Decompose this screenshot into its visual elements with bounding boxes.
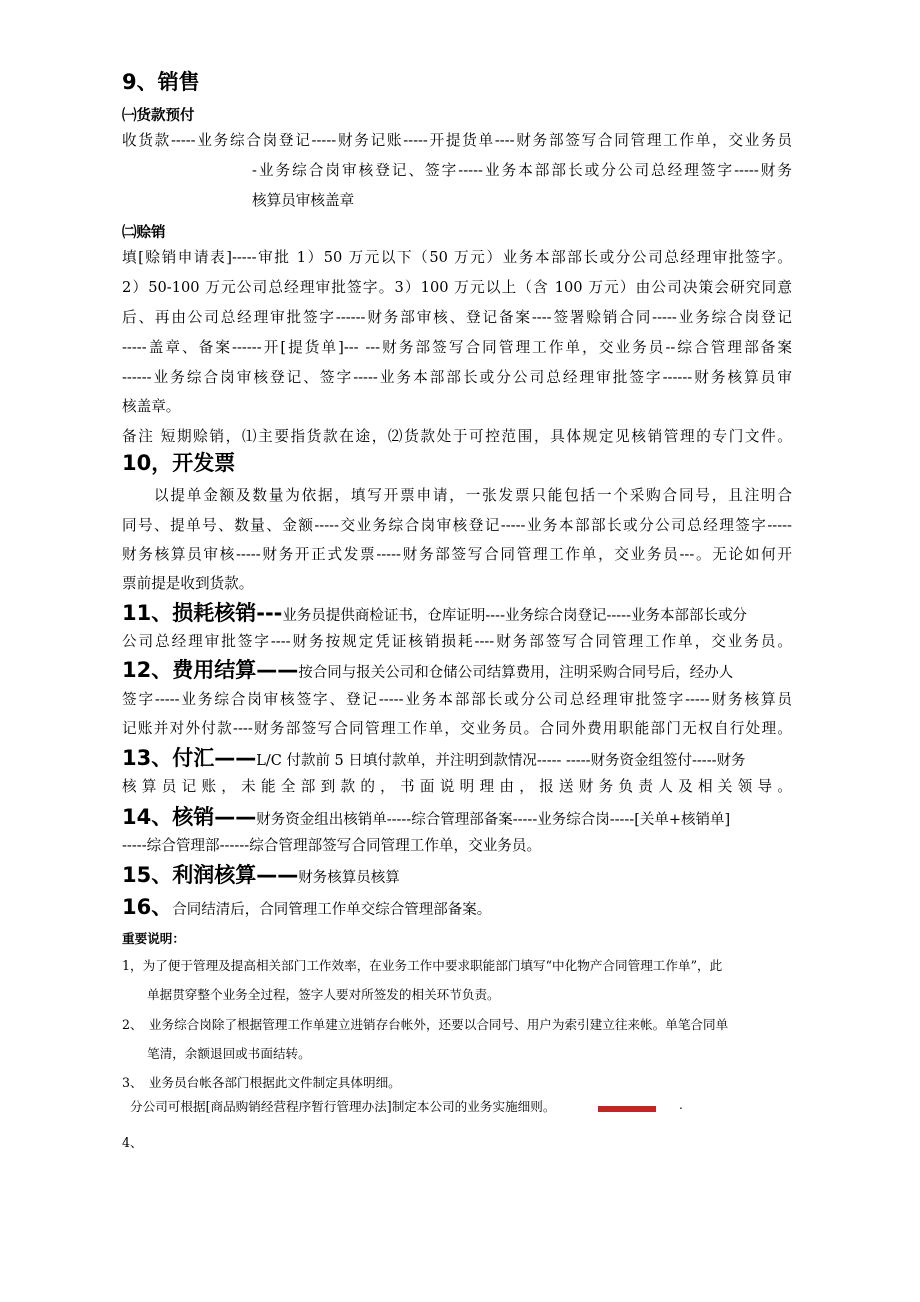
writeoff-line-2: -----综合管理部------综合管理部签写合同管理工作单，交业务员。: [122, 837, 542, 854]
invoice-line-3: 财务核算员审核-----财务开正式发票-----财务部签写合同管理工作单，交业务员---。无论如何开: [122, 546, 792, 563]
note-2-line-1: 2、 业务综合岗除了根据管理工作单建立进销存台帐外，还要以合同号、用户为索引建立往来帐。单笔合同单: [122, 1017, 729, 1032]
section-13-heading: [122, 744, 746, 775]
section-14-heading: [122, 803, 730, 834]
prepayment-line-3: 核算员审核盖章: [252, 192, 355, 209]
section-15-text: 财务核算员核算: [298, 870, 400, 886]
invoice-line-2: 同号、提单号、数量、金额-----交业务综合岗审核登记-----业务本部部长或分公司总经理签字-----: [122, 517, 792, 534]
section-13-text: L/C 付款前 5 日填付款单，并注明到款情况----- -----财务资金组签付-----财务: [256, 753, 746, 769]
note-3-branch: 分公司可根据[商品购销经营程序暂行管理办法]制定本公司的业务实施细则。: [130, 1099, 556, 1114]
red-highlight-bar: [598, 1106, 656, 1112]
subsection-credit-sale: ㈡赊销: [122, 225, 166, 241]
credit-line-5: ------业务综合岗审核登记、签字-----业务本部部长或分公司总经理审批签字------财务核算员审: [122, 369, 792, 386]
note-4: 4、: [122, 1135, 143, 1150]
section-12-title: 12、费用结算——: [122, 658, 299, 682]
notes-title: 重要说明：: [122, 931, 185, 946]
credit-line-4: -----盖章、备案------开[提货单]--- ---财务部签写合同管理工作单，交业务员--综合管理部备案: [122, 339, 792, 356]
invoice-line-4: 票前提是收到货款。: [122, 575, 254, 592]
section-16-title: 16、: [122, 895, 173, 919]
section-14-text: 财务资金组出核销单-----综合管理部备案-----业务综合岗-----[关单+核销单]: [256, 812, 731, 828]
section-14-title: 14、核销——: [122, 805, 257, 829]
section-11-title: 11、损耗核销---: [122, 601, 283, 625]
credit-line-3: 后、再由公司总经理审批签字------财务部审核、登记备案----签署赊销合同-----业务综合岗登记: [122, 309, 792, 326]
prepayment-line-2: -业务综合岗审核登记、签字-----业务本部部长或分公司总经理签字-----财务: [252, 162, 792, 179]
section-12-text: 按合同与报关公司和仓储公司结算费用，注明采购合同号后，经办人: [298, 665, 734, 681]
loss-line-2: 公司总经理审批签字----财务按规定凭证核销损耗----财务部签写合同管理工作单，交业务员。: [122, 633, 792, 650]
credit-line-1: 填[赊销申请表]-----审批 1）50 万元以下（50 万元）业务本部部长或分公司总经理审批签字。: [122, 249, 792, 266]
section-11-text: 业务员提供商检证书，仓库证明----业务综合岗登记-----业务本部部长或分: [282, 608, 747, 624]
remit-line-2: 核算员记账，未能全部到款的，书面说明理由，报送财务负责人及相关领导。: [122, 778, 792, 795]
trailing-dot: .: [679, 1098, 683, 1112]
section-16-heading: [122, 893, 491, 924]
section-11-heading: [122, 599, 747, 630]
expense-line-3: 记账并对外付款----财务部签写合同管理工作单，交业务员。合同外费用职能部门无权自行处理。: [122, 720, 792, 737]
section-13-title: 13、付汇——: [122, 746, 257, 770]
section-16-text: 合同结清后，合同管理工作单交综合管理部备案。: [172, 902, 492, 918]
section-15-heading: [122, 861, 400, 892]
note-1-line-2: 单据贯穿整个业务全过程，签字人要对所签发的相关环节负责。: [147, 987, 500, 1002]
expense-line-2: 签字-----业务综合岗审核签字、登记-----业务本部部长或分公司总经理审批签字-----财务核算员: [122, 691, 792, 708]
section-12-heading: [122, 656, 733, 687]
credit-line-2: 2）50-100 万元公司总经理审批签字。3）100 万元以上（含 100 万元）由公司决策会研究同意: [122, 279, 792, 296]
section-15-title: 15、利润核算——: [122, 863, 299, 887]
note-2-line-2: 笔清，余额退回或书面结转。: [147, 1046, 311, 1061]
prepayment-line-1: 收货款-----业务综合岗登记-----财务记账-----开提货单----财务部签写合同管理工作单，交业务员: [122, 132, 792, 149]
note-3: 3、 业务员台帐各部门根据此文件制定具体明细。: [122, 1075, 401, 1090]
subsection-prepayment: ㈠货款预付: [122, 108, 195, 124]
invoice-line-1: 以提单金额及数量为依据，填写开票申请，一张发票只能包括一个采购合同号，且注明合: [154, 487, 792, 504]
credit-line-6: 核盖章。: [122, 398, 181, 415]
section-10-heading: 10，开发票: [122, 451, 236, 475]
section-9-heading: 9、销售: [122, 70, 200, 94]
credit-remark: 备注 短期赊销，⑴主要指货款在途，⑵货款处于可控范围，具体规定见核销管理的专门文件。: [122, 428, 792, 445]
note-1-line-1: 1，为了便于管理及提高相关部门工作效率，在业务工作中要求职能部门填写“中化物产合同管理工作单”，此: [122, 958, 723, 973]
